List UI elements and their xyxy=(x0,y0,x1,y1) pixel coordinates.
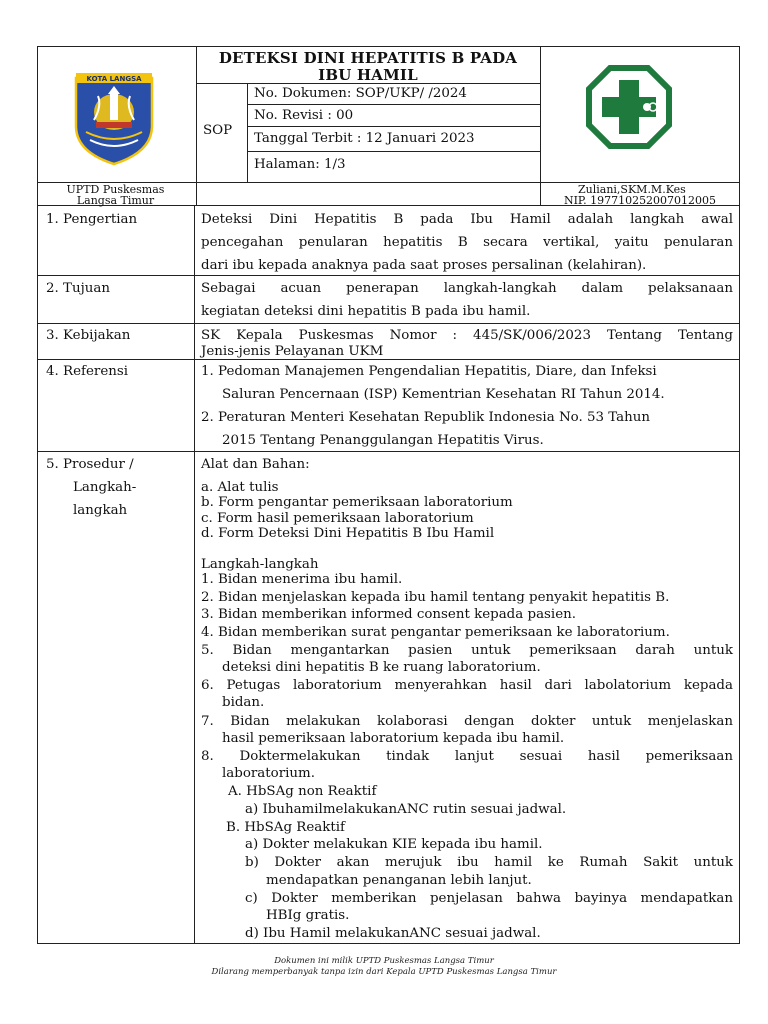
page-number: Halaman: 1/3 xyxy=(254,157,346,172)
step-line: 2. Bidan menjelaskan kepada ibu hamil tentang penyakit hepatitis B. xyxy=(201,590,670,605)
step-line: c) Dokter memberikan penjelasan bahwa bayinya mendapatkan xyxy=(245,891,733,906)
step-line: 7. Bidan melakukan kolaborasi dengan dokter untuk menjelaskan xyxy=(201,714,733,729)
step-line: a) Dokter melakukan KIE kepada ibu hamil. xyxy=(245,837,543,852)
header-divider-sop xyxy=(247,83,248,182)
org-name-line1: UPTD Puskesmas xyxy=(66,183,165,196)
revision-number: No. Revisi : 00 xyxy=(254,108,354,123)
section-label-prosedur: Langkah- xyxy=(73,480,137,495)
alat-item: b. Form pengantar pemeriksaan laboratorium xyxy=(201,495,513,510)
date-divider xyxy=(247,151,540,152)
kebijakan-line: Jenis-jenis Pelayanan UKM xyxy=(201,344,384,359)
org-name-line2: Langsa Timur xyxy=(76,194,155,207)
revision-divider xyxy=(247,126,540,127)
document-title-line2: IBU HAMIL xyxy=(318,66,418,84)
signer-name: Zuliani,SKM.M.Kes xyxy=(578,183,686,196)
body-column-divider xyxy=(194,205,195,944)
alat-item: c. Form hasil pemeriksaan laboratorium xyxy=(201,511,474,526)
kota-langsa-logo xyxy=(72,70,156,166)
section-label-kebijakan: 3. Kebijakan xyxy=(46,328,131,343)
step-line: 1. Bidan menerima ibu hamil. xyxy=(201,572,403,587)
footer-ownership: Dokumen ini milik UPTD Puskesmas Langsa Timur xyxy=(274,956,494,966)
step-line: d) Ibu Hamil melakukanANC sesuai jadwal. xyxy=(245,926,541,941)
step-line: HBIg gratis. xyxy=(266,908,350,923)
row-divider-3 xyxy=(37,359,740,360)
sop-label: SOP xyxy=(203,123,233,138)
row-divider-4 xyxy=(37,451,740,452)
step-line: b) Dokter akan merujuk ibu hamil ke Rumah Sakit untuk xyxy=(245,855,733,870)
step-line: a) IbuhamilmelakukanANC rutin sesuai jadwal. xyxy=(245,802,567,817)
document-title-line1: DETEKSI DINI HEPATITIS B PADA xyxy=(218,49,518,67)
step-line: A. HbSAg non Reaktif xyxy=(228,784,377,799)
step-line: bidan. xyxy=(222,695,265,710)
step-line: B. HbSAg Reaktif xyxy=(226,820,345,835)
referensi-line: Saluran Pencernaan (ISP) Kementrian Kesehatan RI Tahun 2014. xyxy=(222,387,665,402)
signer-nip: NIP. 197710252007012005 xyxy=(563,194,717,207)
tujuan-line: kegiatan deteksi dini hepatitis B pada ibu hamil. xyxy=(201,304,531,319)
kebijakan-line: SK Kepala Puskesmas Nomor : 445/SK/006/2023 Tentang Tentang xyxy=(201,328,733,343)
footer-copy-restriction: Dilarang memperbanyak tanpa izin dari Kepala UPTD Puskesmas Langsa Timur xyxy=(211,967,557,977)
step-line: 8. Doktermelakukan tindak lanjut sesuai hasil pemeriksaan xyxy=(201,749,733,764)
step-line: laboratorium. xyxy=(222,766,315,781)
row-divider-1 xyxy=(37,275,740,276)
document-number: No. Dokumen: SOP/UKP/ /2024 xyxy=(254,86,467,101)
step-line: 5. Bidan mengantarkan pasien untuk pemeriksaan darah untuk xyxy=(201,643,733,658)
referensi-line: 2. Peraturan Menteri Kesehatan Republik Indonesia No. 53 Tahun xyxy=(201,410,651,425)
referensi-line: 2015 Tentang Penanggulangan Hepatitis Virus. xyxy=(222,433,544,448)
logo-banner-text: KOTA LANGSA xyxy=(86,75,142,83)
alat-item: d. Form Deteksi Dini Hepatitis B Ibu Hamil xyxy=(201,526,495,541)
referensi-line: 1. Pedoman Manajemen Pengendalian Hepatitis, Diare, dan Infeksi xyxy=(201,364,657,379)
section-label-prosedur: 5. Prosedur / xyxy=(46,457,134,472)
pengertian-line: Deteksi Dini Hepatitis B pada Ibu Hamil adalah langkah awal xyxy=(201,212,733,227)
section-label-pengertian: 1. Pengertian xyxy=(46,212,138,227)
alat-heading: Alat dan Bahan: xyxy=(201,457,310,472)
section-label-prosedur: langkah xyxy=(73,503,128,518)
tujuan-line: Sebagai acuan penerapan langkah-langkah dalam pelaksanaan xyxy=(201,281,733,296)
step-line: hasil pemeriksaan laboratorium kepada ibu hamil. xyxy=(222,731,565,746)
puskesmas-logo xyxy=(585,64,673,150)
section-label-referensi: 4. Referensi xyxy=(46,364,129,379)
step-line: deteksi dini hepatitis B ke ruang laboratorium. xyxy=(222,660,541,675)
section-label-tujuan: 2. Tujuan xyxy=(46,281,110,296)
alat-item: a. Alat tulis xyxy=(201,480,279,495)
step-line: 4. Bidan memberikan surat pengantar pemeriksaan ke laboratorium. xyxy=(201,625,670,640)
docno-divider xyxy=(247,104,540,105)
step-line: 3. Bidan memberikan informed consent kepada pasien. xyxy=(201,607,577,622)
step-line: 6. Petugas laboratorium menyerahkan hasil dari labolatorium kepada xyxy=(201,678,733,693)
step-line: mendapatkan penanganan lebih lanjut. xyxy=(266,873,532,888)
row-divider-2 xyxy=(37,323,740,324)
langkah-heading: Langkah-langkah xyxy=(201,557,319,572)
issue-date: Tanggal Terbit : 12 Januari 2023 xyxy=(254,131,475,146)
pengertian-line: dari ibu kepada anaknya pada saat proses persalinan (kelahiran). xyxy=(201,258,647,273)
pengertian-line: pencegahan penularan hepatitis B secara vertikal, yaitu penularan xyxy=(201,235,733,250)
